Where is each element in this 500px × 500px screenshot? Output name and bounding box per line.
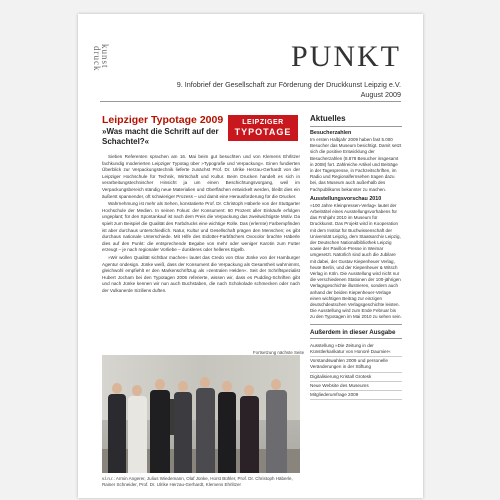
sidebar-divider [310, 338, 402, 339]
toc-item: Ausstellung »Die Zeitung in der Künstlerkarikatur von Honoré Daumier« [310, 342, 402, 357]
group-photo [102, 355, 300, 473]
issue-date: August 2009 [360, 89, 401, 99]
logo-text-druck: druck [92, 46, 102, 72]
logo-text-kunst: kunst [100, 44, 110, 69]
sidebar-divider [310, 126, 402, 127]
typotage-logo-line2: TYPOTAGE [234, 127, 292, 137]
article-paragraph: Wahrnehmung ist mehr als Sehen, konstatierte Prof. Dr. Christoph Häberle von der Stuttgarter Hochschule der Medien. In seinen Fokus: der Konsument: 60 Prozent aller Einkäufe erfolgen ungeplant; für den Spontankauf ist nach dem Preis die Verpackung das zweitwichtigste Motiv. Da spielt zum Beispiel die Qualität des Farbdrucks eine wichtige Rolle. Das (erlernte) Farbempfinden ist aber durchaus unterschiedlich. Natur, Kultur und Gesellschaft prägen den Menschen; es gibt durchaus nationale Unterschiede. Mit Hilfe des Eidotter-Farbfächers Ovocolor brachte Häberle dies auf den Punkt: die entsprechende Begabe von mehr oder weniger Karotin zum Futter erzeugt – je nach regionaler Vorliebe – dunkleres oder helleres Eigelb. [102, 201, 300, 253]
article-paragraph: Sieben Referenten sprachen am 16. Mai beim gut besuchten und von Klemens Ehrlitzer fachkundig moderierten Leipziger Typotag über »Typografie und Verpackung«. Einen fundierten Überblick zur Verpackungstechnik lieferte zunächst Prof. Dr. Ulrike Herzau-Gerhardt von der Leipziger Hochschule für Technik, Wirtschaft und Kultur. Beim Drucken handelt es sich in verarbeitungstechnischer Hinsicht ja um einen Beschichtungsvorgang, weil im Verpackungsbereich ständig neue Materialien und Oberflächen entwickelt werden, bleibt dies ein äußerst spannender, oft schwieriger Prozess – und damit eine Herausforderung für die Drucker. [102, 154, 300, 199]
toc-item: Digitalisierung Kristall Grotesk [310, 373, 402, 382]
typotage-logo [228, 115, 298, 141]
photo-caption: v.l.n.r.: Armin Angerer, Julius Wiedemann, Olaf Jünke, Horst Bühler, Prof. Dr. Christoph Häberle, Rainer Schneider, Prof. Dr. Ulrike Herzau-Gerhardt, Klemens Ehrlitzer [102, 476, 293, 487]
continued-note: Fortsetzung nächste Seite [253, 350, 305, 355]
toc-item: Neue Website des Museums [310, 382, 402, 391]
typotage-logo-line1: LEIPZIGER [242, 119, 284, 126]
toc-item: Vorstandswahlen 2009 und personelle Veränderungen in der Stiftung [310, 357, 402, 372]
masthead-title: PUNKT [290, 40, 401, 73]
sidebar-heading: Aktuelles [310, 114, 346, 123]
sidebar-section-title: Ausstellungsvorschau 2010 [310, 195, 382, 202]
article-paragraph: »Wir wollen Qualität sichtbar machen« lautet das Credo von Olav Jünke von der Hamburger Agentur ondesign. Jünke weiß, dass der Konsument die Verpackung als Gesamtheit wahrnimmt, gleichwohl empfiehlt er den Markenschriftzug als »zentralen Helden«. Seit der Schriftspezialist Hubert Jocham bei den Typotagen 2006 referierte, wissen wir, dass es Pudding-Schriften gibt und nach Jünke kennen wir nun auch Buchstaben, die nach Schokolade schmecken oder nach der Vulkanerde Siziliens duften. [102, 254, 300, 293]
sidebar-news [310, 114, 402, 494]
toc-heading: Außerdem in dieser Ausgabe [310, 328, 396, 336]
newsletter-subtitle: 9. Infobrief der Gesellschaft zur Förderung der Druckkunst Leipzig e.V. [176, 80, 401, 89]
sidebar-section-title: Besucherzahlen [310, 130, 352, 136]
kunstdruck-logo [88, 42, 114, 102]
masthead-subtitle [177, 80, 401, 99]
header-divider [100, 101, 401, 102]
toc-item: Mitgliederumfrage 2009 [310, 391, 402, 400]
article-body [102, 154, 300, 349]
newsletter-page [78, 14, 423, 498]
article-title: Leipziger Typotage 2009 [102, 114, 224, 126]
sidebar-section-text: »100 Jahre Kleinpressen-Verlag« lautet der Arbeitstitel eines Ausstellungsvorhabens für das Frühjahr 2010 im Museum für Druckkunst. Das Projekt wird in Kooperation mit dem Institut für Buchwissenschaft der Universität Leipzig, dem Staatsarchiv Leipzig, der Deutschen Nationalbibliothek Leipzig sowie der Pavillon-Presse in Weimar umgesetzt. Natürlich sind auch die Jubilare mit dabei, der Gustav Kiepenheuer Verlag, heute Berlin, und der Kiepenheuer & Witsch Verlag in Köln. Die Ausstellung wird nicht nur die verschiedenen Stationen der 100-jährigen Verlagsgeschichte illustrieren, sondern auch anhand der beiden Kiepenheuer-Verlage einen wichtigen Beitrag zur einzigen deutschdeutschen Verlagsgeschichte leisten. Die Ausstellung wird zum Ende Februar bis zu den Typotagen im Mai 2010 zu sehen sein. [310, 202, 402, 320]
sidebar-section-text: Im ersten Halbjahr 2009 haben fast 5.000 Besucher das Museum besichtigt. Damit setzt sich die positive Entwicklung der Besucherzahlen (8.878 Besucher insgesamt in 2008) fort. Zahlreiche Artikel und Beiträge in der Tagespresse, in Fachzeitschriften, im Radio und Regionalfernsehen tragen dazu bei, das Museum auch außerhalb des Fachpublikums bekannter zu machen. [310, 137, 402, 192]
article-subtitle: »Was macht die Schrift auf der Schachtel?« [102, 127, 219, 146]
sidebar-divider [310, 324, 402, 325]
